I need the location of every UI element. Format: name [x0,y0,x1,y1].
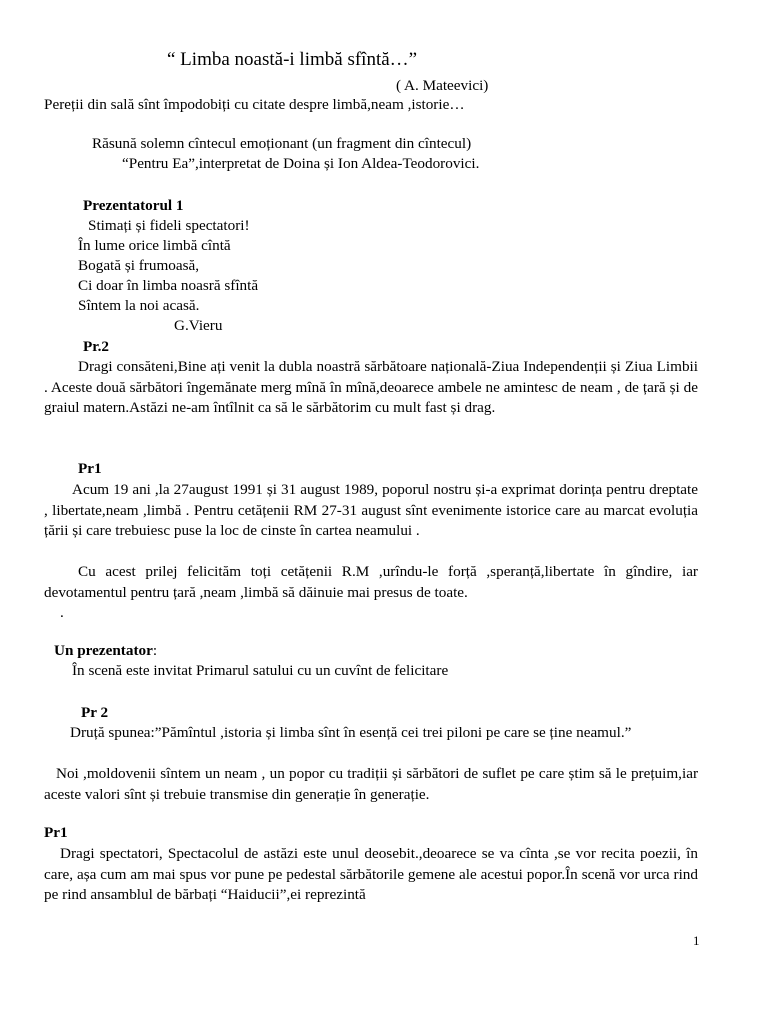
song-line-1: Răsună solemn cîntecul emoționant (un fragment din cîntecul) [92,135,472,152]
invite-line: În scenă este invitat Primarul satului cu un cuvînt de felicitare [72,662,449,679]
poem-line: Bogată și frumoasă, [78,257,200,274]
paragraph: Cu acest prilej felicităm toți cetățenii R.M ,urîndu-le forță ,speranță,libertate în gîndire, iar devotamentul pentru țară ,neam ,limbă să dăinuie mai presus de toate. [44,563,698,601]
paragraph: Noi ,moldovenii sîntem un neam , un popor cu tradiții și sărbători de suflet pe care știm să le prețuim,iar aceste valori sînt și trebuie transmise din generație în generație. [44,765,698,803]
paragraph: Dragi consăteni,Bine ați venit la dubla noastră sărbătoare națională-Ziua Independenții și Ziua Limbii . Aceste două sărbători îngemănate merg mînă în mînă,deoarece ambele ne amintesc de neam , de țară și de graiul matern.Astăzi ne-am întîlnit ca să le sărbătorim cu mult fast și drag. [44,358,698,416]
poem-line: În lume orice limbă cîntă [78,237,231,254]
document-title: “ Limba noastă-i limbă sfîntă…” [167,49,418,70]
speaker-heading: Pr 2 [81,704,109,721]
speaker-heading: Pr.2 [83,338,110,355]
poem-line: Ci doar în limba noasră sfîntă [78,277,259,294]
title-attribution: ( A. Mateevici) [396,77,489,94]
stray-dot: . [60,604,64,621]
speaker-heading: Pr1 [78,460,102,477]
intro-line: Pereții din sală sînt împodobiți cu citate despre limbă,neam ,istorie… [44,96,465,113]
poem-line: Sîntem la noi acasă. [78,297,200,314]
speaker-heading: Prezentatorul 1 [83,197,184,214]
paragraph: Acum 19 ani ,la 27august 1991 și 31 august 1989, poporul nostru și-a exprimat dorința pentru dreptate , libertate,neam ,limbă . Pentru cetățenii RM 27-31 august sînt evenimente istorice care au marcat evoluția țării și care trebuiesc puse la loc de cinste în cartea neamului . [44,481,698,539]
poem-line: Stimați și fideli spectatori! [88,217,250,234]
speaker-heading: Un prezentator [54,642,153,659]
speaker-heading-row [54,641,157,661]
poem-author: G.Vieru [174,317,223,334]
paragraph: Druță spunea:”Pămîntul ,istoria și limba sînt în esență cei trei piloni pe care se ține neamul.” [70,724,632,741]
page-number: 1 [693,933,700,948]
speaker-colon: : [152,642,158,659]
paragraph: Dragi spectatori, Spectacolul de astăzi este unul deosebit.,deoarece se va cînta ,se vor recita poezii, în care, așa cum am mai spus vor pune pe pedestal sărbătorile gemene ale acestui popor.În scenă vor urca rind pe rind ansamblul de bărbați “Haiducii”,ei reprezintă [44,845,698,903]
speaker-heading: Pr1 [44,824,68,841]
song-line-2: “Pentru Ea”,interpretat de Doina și Ion Aldea-Teodorovici. [122,155,480,172]
